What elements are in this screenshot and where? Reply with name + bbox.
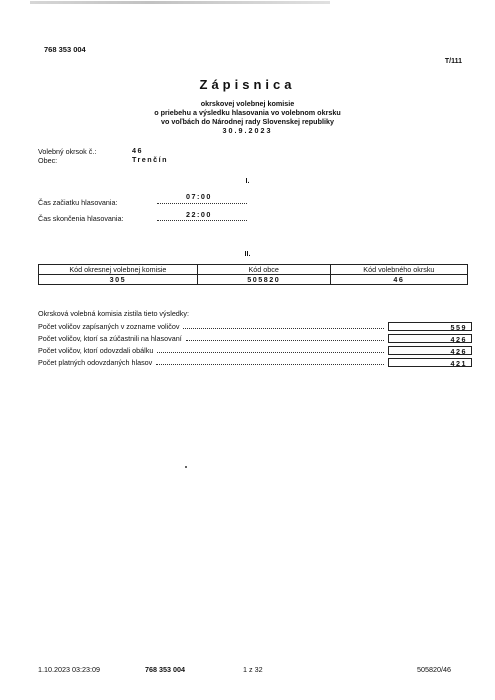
end-time-label: Čas skončenia hlasovania:: [38, 214, 124, 223]
result-label: Počet voličov zapísaných v zozname voličov: [38, 322, 180, 331]
municipality-name: Trenčín: [132, 155, 169, 164]
leader-dots: [183, 328, 384, 329]
start-time-label: Čas začiatku hlasovania:: [38, 198, 118, 207]
footer-code: 505820/46: [417, 665, 451, 674]
leader-dots: [186, 340, 384, 341]
result-label: Počet voličov, ktorí sa zúčastnili na hlasovaní: [38, 334, 182, 343]
subtitle-line-3: vo voľbách do Národnej rady Slovenskej republiky: [161, 117, 334, 126]
end-time-value: 22:00: [186, 210, 212, 219]
start-time-value: 07:00: [186, 192, 212, 201]
document-id: 768 353 004: [44, 45, 86, 54]
result-label: Počet platných odovzdaných hlasov: [38, 358, 153, 367]
district-number-label: Volebný okrsok č.:: [38, 147, 97, 156]
section-2-heading: II.: [244, 249, 251, 258]
municipality-label: Obec:: [38, 156, 58, 165]
municipality-code-header: Kód obce: [197, 265, 330, 275]
district-commission-code-header: Kód okresnej volebnej komisie: [39, 265, 198, 275]
section-1-heading: I.: [245, 176, 250, 185]
footer-document-id: 768 353 004: [145, 665, 185, 674]
result-value: 421: [388, 358, 472, 367]
footer-datetime: 1.10.2023 03:23:09: [38, 665, 100, 674]
leader-dots: [156, 364, 384, 365]
results-intro: Okrsková volebná komisia zistila tieto výsledky:: [38, 309, 189, 318]
result-row: [38, 332, 472, 343]
municipality-code: 505820: [197, 275, 330, 285]
result-row: [38, 356, 472, 367]
scan-speck: [185, 466, 187, 468]
end-time-dots: [157, 220, 247, 221]
result-row: [38, 344, 472, 355]
page-title: Zápisnica: [199, 77, 296, 92]
start-time-dots: [157, 203, 247, 204]
district-number: 46: [132, 146, 143, 155]
district-code-header: Kód volebného okrsku: [330, 265, 467, 275]
subtitle-line-1: okrskovej volebnej komisie: [200, 99, 295, 108]
district-commission-code: 305: [39, 275, 198, 285]
scan-header-noise: [30, 1, 330, 4]
form-id: T/111: [444, 58, 462, 65]
result-value: 426: [388, 346, 472, 355]
election-date: 30.9.2023: [222, 126, 273, 135]
codes-table: [38, 264, 468, 285]
result-value: 426: [388, 334, 472, 343]
subtitle-line-2: o priebehu a výsledku hlasovania vo volebnom okrsku: [154, 108, 341, 117]
result-label: Počet voličov, ktorí odovzdali obálku: [38, 346, 154, 355]
district-code: 46: [330, 275, 467, 285]
leader-dots: [157, 352, 384, 353]
result-row: [38, 320, 472, 331]
result-value: 559: [388, 322, 472, 331]
page-number: 1 z 32: [243, 665, 263, 674]
